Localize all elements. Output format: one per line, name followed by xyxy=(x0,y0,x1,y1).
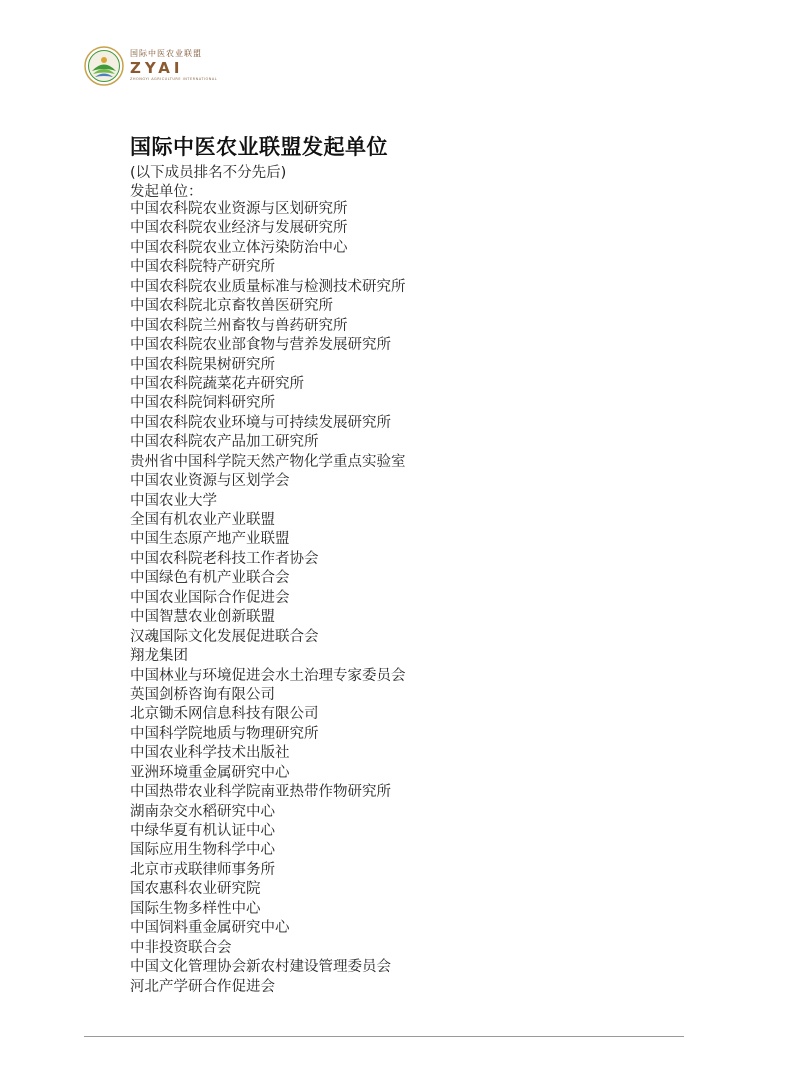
member-item: 亚洲环境重金属研究中心 xyxy=(130,764,290,781)
footer-divider xyxy=(84,1036,684,1037)
member-item: 中绿华夏有机认证中心 xyxy=(130,823,275,839)
header-logo xyxy=(84,46,217,86)
member-item: 中国农科院果树研究所 xyxy=(130,356,275,373)
member-item: 中国农科院农业质量标准与检测技术研究所 xyxy=(130,278,406,295)
document-subtitle: (以下成员排名不分先后) xyxy=(130,165,287,181)
member-item: 中国林业与环境促进会水土治理专家委员会 xyxy=(130,667,406,684)
member-item: 中国农科院农业部食物与营养发展研究所 xyxy=(130,337,391,354)
member-item: 中国农科院特产研究所 xyxy=(130,259,275,276)
member-item: 全国有机农业产业联盟 xyxy=(130,512,275,528)
zyai-emblem-icon xyxy=(84,46,124,86)
member-item: 中国绿色有机产业联合会 xyxy=(130,570,290,587)
member-list xyxy=(130,200,406,997)
member-item: 国农惠科农业研究院 xyxy=(130,881,261,898)
section-label: 发起单位： xyxy=(130,184,203,200)
member-item: 中国农科院蔬菜花卉研究所 xyxy=(130,375,304,392)
member-item: 贵州省中国科学院天然产物化学重点实验室 xyxy=(130,453,406,470)
member-item: 翔龙集团 xyxy=(130,648,188,665)
member-item: 中国生态原产地产业联盟 xyxy=(130,531,290,548)
member-item: 中国农科院农业立体污染防治中心 xyxy=(130,239,348,256)
brand-name-cn: 国际中医农业联盟 xyxy=(130,49,202,59)
member-item: 中国文化管理协会新农村建设管理委员会 xyxy=(130,959,391,976)
member-item: 北京锄禾网信息科技有限公司 xyxy=(130,706,319,723)
member-item: 中国农业大学 xyxy=(130,492,217,509)
member-item: 中国农科院农业资源与区划研究所 xyxy=(130,201,348,217)
member-item: 中国农科院北京畜牧兽医研究所 xyxy=(130,298,333,315)
member-item: 中国科学院地质与物理研究所 xyxy=(130,725,319,742)
member-item: 中国农科院农业环境与可持续发展研究所 xyxy=(130,414,391,431)
member-item: 河北产学研合作促进会 xyxy=(130,978,275,995)
member-item: 中非投资联合会 xyxy=(130,939,232,956)
member-item: 中国农科院农产品加工研究所 xyxy=(130,434,319,451)
member-item: 汉魂国际文化发展促进联合会 xyxy=(130,628,319,645)
member-item: 国际生物多样性中心 xyxy=(130,900,261,917)
member-item: 中国智慧农业创新联盟 xyxy=(130,609,275,626)
member-item: 英国剑桥咨询有限公司 xyxy=(130,686,275,703)
member-item: 中国饲料重金属研究中心 xyxy=(130,920,290,937)
member-item: 中国农业资源与区划学会 xyxy=(130,473,290,490)
member-item: 中国农业国际合作促进会 xyxy=(130,589,290,606)
member-item: 国际应用生物科学中心 xyxy=(130,842,275,859)
member-item: 湖南杂交水稻研究中心 xyxy=(130,803,275,820)
brand-name-en: ZYAI xyxy=(130,59,184,78)
member-item: 中国农业科学技术出版社 xyxy=(130,745,290,762)
brand-text xyxy=(130,50,217,82)
member-item: 中国农科院兰州畜牧与兽药研究所 xyxy=(130,317,348,334)
member-item: 北京市戎联律师事务所 xyxy=(130,861,275,878)
member-item: 中国热带农业科学院南亚热带作物研究所 xyxy=(130,784,391,801)
brand-tagline: ZHONGYI AGRICULTURE INTERNATIONAL xyxy=(130,77,218,82)
member-item: 中国农科院老科技工作者协会 xyxy=(130,550,319,567)
member-item: 中国农科院饲料研究所 xyxy=(130,395,275,412)
document-title: 国际中医农业联盟发起单位 xyxy=(130,135,388,159)
member-item: 中国农科院农业经济与发展研究所 xyxy=(130,220,348,237)
